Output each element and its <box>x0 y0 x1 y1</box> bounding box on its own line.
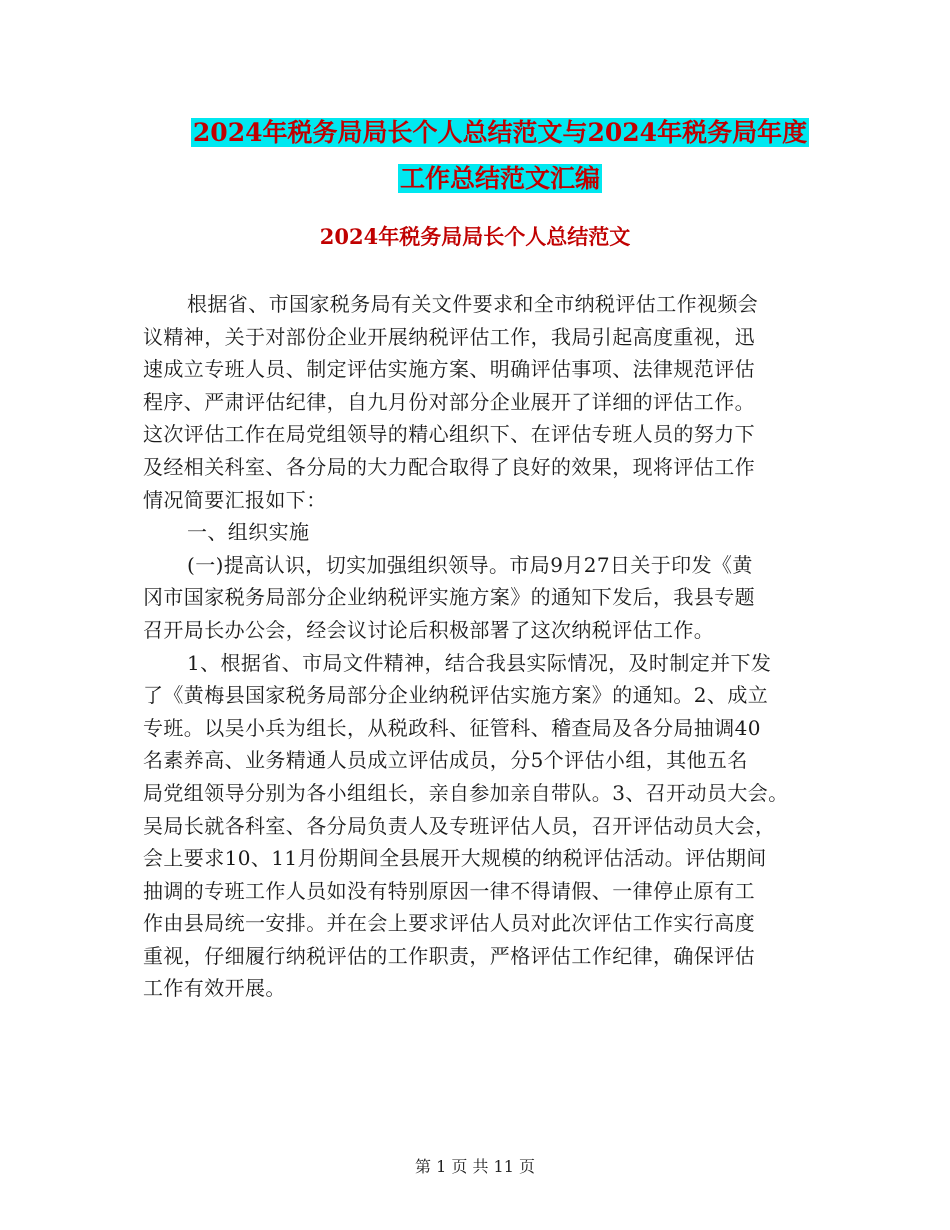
paragraph-line: (一)提高认识，切实加强组织领导。市局9月27日关于印发《黄 <box>187 552 753 577</box>
title-line-1: 2024年税务局局长个人总结范文与2024年税务局年度 <box>192 118 808 147</box>
paragraph-line: 专班。以吴小兵为组长，从税政科、征管科、稽查局及各分局抽调40 <box>143 715 761 740</box>
paragraph-line: 名素养高、业务精通人员成立评估成员，分5个评估小组，其他五名 <box>143 748 748 773</box>
paragraph-line: 冈市国家税务局部分企业纳税评实施方案》的通知下发后，我县专题 <box>143 585 755 610</box>
paragraph-line: 议精神，关于对部份企业开展纳税评估工作，我局引起高度重视，迅 <box>143 324 755 349</box>
paragraph-line: 工作有效开展。 <box>143 976 286 1001</box>
paragraph-line: 情况简要汇报如下： <box>143 487 327 512</box>
heading-line: 一、组织实施 <box>187 520 310 545</box>
paragraph-line: 会上要求10、11月份期间全县展开大规模的纳税评估活动。评估期间 <box>143 846 767 871</box>
paragraph-line: 作由县局统一安排。并在会上要求评估人员对此次评估工作实行高度 <box>143 911 755 936</box>
paragraph-line: 程序、严肃评估纪律，自九月份对部分企业展开了详细的评估工作。 <box>143 389 755 414</box>
paragraph-line: 这次评估工作在局党组领导的精心组织下、在评估专班人员的努力下 <box>143 422 755 447</box>
paragraph-line: 重视，仔细履行纳税评估的工作职责，严格评估工作纪律，确保评估 <box>143 943 755 968</box>
body-text <box>143 288 823 1005</box>
paragraph-line: 召开局长办公会，经会议讨论后积极部署了这次纳税评估工作。 <box>143 617 715 642</box>
paragraph-line: 吴局长就各科室、各分局负责人及专班评估人员，召开评估动员大会， <box>143 813 776 838</box>
section-title: 2024年税务局局长个人总结范文 <box>319 224 631 249</box>
paragraph-line: 局党组领导分别为各小组组长，亲自参加亲自带队。3、召开动员大会。 <box>143 780 789 805</box>
paragraph-line: 抽调的专班工作人员如没有特别原因一律不得请假、一律停止原有工 <box>143 878 755 903</box>
document-title <box>100 110 900 202</box>
paragraph-line: 及经相关科室、各分局的大力配合取得了良好的效果，现将评估工作 <box>143 454 755 479</box>
paragraph-line: 了《黄梅县国家税务局部分企业纳税评估实施方案》的通知。2、成立 <box>143 683 769 708</box>
paragraph-line: 1、根据省、市局文件精神，结合我县实际情况，及时制定并下发 <box>187 650 772 675</box>
paragraph-line: 根据省、市国家税务局有关文件要求和全市纳税评估工作视频会 <box>187 292 759 316</box>
paragraph-line: 速成立专班人员、制定评估实施方案、明确评估事项、法律规范评估 <box>143 357 755 382</box>
page-footer: 第 1 页 共 11 页 <box>415 1157 535 1176</box>
title-line-2: 工作总结范文汇编 <box>399 164 600 193</box>
